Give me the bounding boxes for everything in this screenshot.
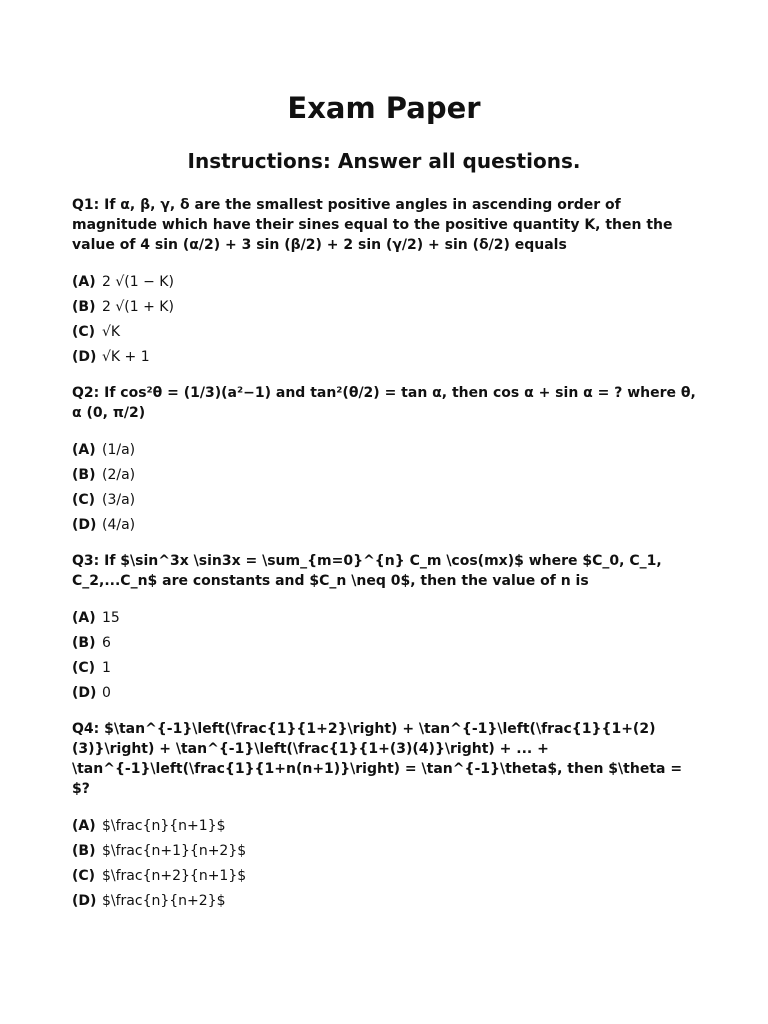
option-label: (C) bbox=[72, 492, 96, 508]
instructions-heading: Instructions: Answer all questions. bbox=[187, 149, 581, 173]
option-d bbox=[72, 515, 702, 540]
question-4 bbox=[72, 719, 702, 916]
option-a bbox=[72, 608, 702, 633]
option-c bbox=[72, 658, 702, 683]
option-a bbox=[72, 440, 702, 465]
question-1 bbox=[72, 195, 702, 372]
option-d bbox=[72, 347, 702, 372]
option-text: 1 bbox=[102, 660, 111, 676]
option-label: (A) bbox=[72, 610, 96, 626]
option-label: (D) bbox=[72, 517, 97, 533]
option-b bbox=[72, 633, 702, 658]
option-label: (D) bbox=[72, 349, 97, 365]
option-label: (B) bbox=[72, 843, 96, 859]
option-label: (B) bbox=[72, 467, 96, 483]
option-text: $\frac{n+1}{n+2}$ bbox=[102, 843, 247, 859]
option-text: $\frac{n}{n+1}$ bbox=[102, 818, 226, 834]
option-b bbox=[72, 841, 702, 866]
option-a bbox=[72, 816, 702, 841]
question-2 bbox=[72, 383, 702, 540]
option-text: $\frac{n+2}{n+1}$ bbox=[102, 868, 247, 884]
question-text: Q1: If α, β, γ, δ are the smallest positive angles in ascending order of magnitude which have their sines equal to the positive quantity K, then the value of 4 sin (α/2) + 3 sin (β/2) + 2 sin (γ/2) + sin (δ/2) equals bbox=[72, 197, 673, 253]
option-b bbox=[72, 465, 702, 490]
option-c bbox=[72, 866, 702, 891]
question-text: Q3: If $\sin^3x \sin3x = \sum_{m=0}^{n} C_m \cos(mx)$ where $C_0, C_1, C_2,...C_n$ are constants and $C_n \neq 0$, then the value of n is bbox=[72, 553, 662, 589]
option-label: (D) bbox=[72, 685, 97, 701]
option-label: (C) bbox=[72, 660, 96, 676]
options-list bbox=[72, 440, 702, 540]
option-text: 6 bbox=[102, 635, 111, 651]
option-text: (4/a) bbox=[102, 517, 136, 533]
question-3 bbox=[72, 551, 702, 708]
option-d bbox=[72, 891, 702, 916]
option-label: (C) bbox=[72, 324, 96, 340]
option-text: 0 bbox=[102, 685, 111, 701]
option-c bbox=[72, 490, 702, 515]
question-text: Q2: If cos²θ = (1/3)(a²−1) and tan²(θ/2) = tan α, then cos α + sin α = ? where θ, α (0, π/2) bbox=[72, 385, 696, 421]
option-label: (A) bbox=[72, 818, 96, 834]
option-text: (1/a) bbox=[102, 442, 136, 458]
page-title: Exam Paper bbox=[287, 91, 481, 125]
question-text: Q4: $\tan^{-1}\left(\frac{1}{1+2}\right) + \tan^{-1}\left(\frac{1}{1+(2)(3)}\right) + \tan^{-1}\left(\frac{1}{1+(3)(4)}\right) + ... + \tan^{-1}\left(\frac{1}{1+n(n+1)}\right) = \tan^{-1}\theta$, then $\theta = $? bbox=[72, 721, 683, 797]
option-label: (B) bbox=[72, 635, 96, 651]
option-c bbox=[72, 322, 702, 347]
option-label: (C) bbox=[72, 868, 96, 884]
option-label: (A) bbox=[72, 274, 96, 290]
option-label: (B) bbox=[72, 299, 96, 315]
option-text: 2 √(1 + K) bbox=[102, 299, 174, 315]
option-text: 15 bbox=[102, 610, 120, 626]
options-list bbox=[72, 608, 702, 708]
option-text: 2 √(1 − K) bbox=[102, 274, 174, 290]
option-a bbox=[72, 272, 702, 297]
option-b bbox=[72, 297, 702, 322]
option-text: √K bbox=[102, 324, 121, 340]
option-label: (D) bbox=[72, 893, 97, 909]
options-list bbox=[72, 272, 702, 372]
options-list bbox=[72, 816, 702, 916]
option-d bbox=[72, 683, 702, 708]
option-text: $\frac{n}{n+2}$ bbox=[102, 893, 226, 909]
option-text: (3/a) bbox=[102, 492, 136, 508]
option-label: (A) bbox=[72, 442, 96, 458]
option-text: √K + 1 bbox=[102, 349, 150, 365]
option-text: (2/a) bbox=[102, 467, 136, 483]
